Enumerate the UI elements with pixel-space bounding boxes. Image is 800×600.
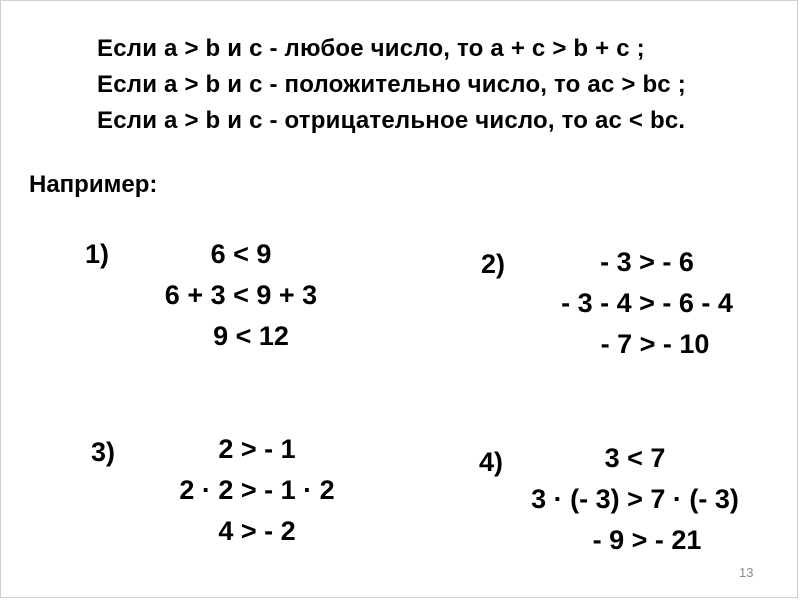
example-line: - 3 > - 6: [600, 247, 694, 277]
page-number: 13: [739, 565, 754, 580]
example-line: 6 < 9: [210, 239, 272, 269]
example-line: 6 + 3 < 9 + 3: [164, 280, 318, 310]
rule-line: Если а > b и с - любое число, то а + с > b + с ;: [97, 35, 645, 62]
example-number: 4): [479, 447, 504, 477]
example-line: 4 > - 2: [218, 516, 296, 546]
example-number: 1): [85, 239, 110, 269]
example-line: 9 < 12: [213, 321, 289, 351]
rule-line: Если а > b и с - положительно число, то ас > bс ;: [97, 71, 686, 98]
example-line: - 9 > - 21: [592, 525, 702, 555]
example-line: 2 · 2 > - 1 · 2: [179, 475, 335, 505]
example-line: - 3 - 4 > - 6 - 4: [561, 288, 733, 318]
examples-title: Например:: [29, 171, 158, 198]
example-line: 2 > - 1: [218, 434, 296, 464]
rule-line: Если а > b и с - отрицательное число, то ас < bс.: [97, 107, 686, 134]
example-line: 3 · (- 3) > 7 · (- 3): [531, 484, 739, 514]
example-line: - 7 > - 10: [600, 329, 710, 359]
example-number: 3): [91, 437, 116, 467]
rules-block: [97, 31, 686, 139]
example-line: 3 < 7: [604, 443, 666, 473]
example-number: 2): [481, 249, 506, 279]
